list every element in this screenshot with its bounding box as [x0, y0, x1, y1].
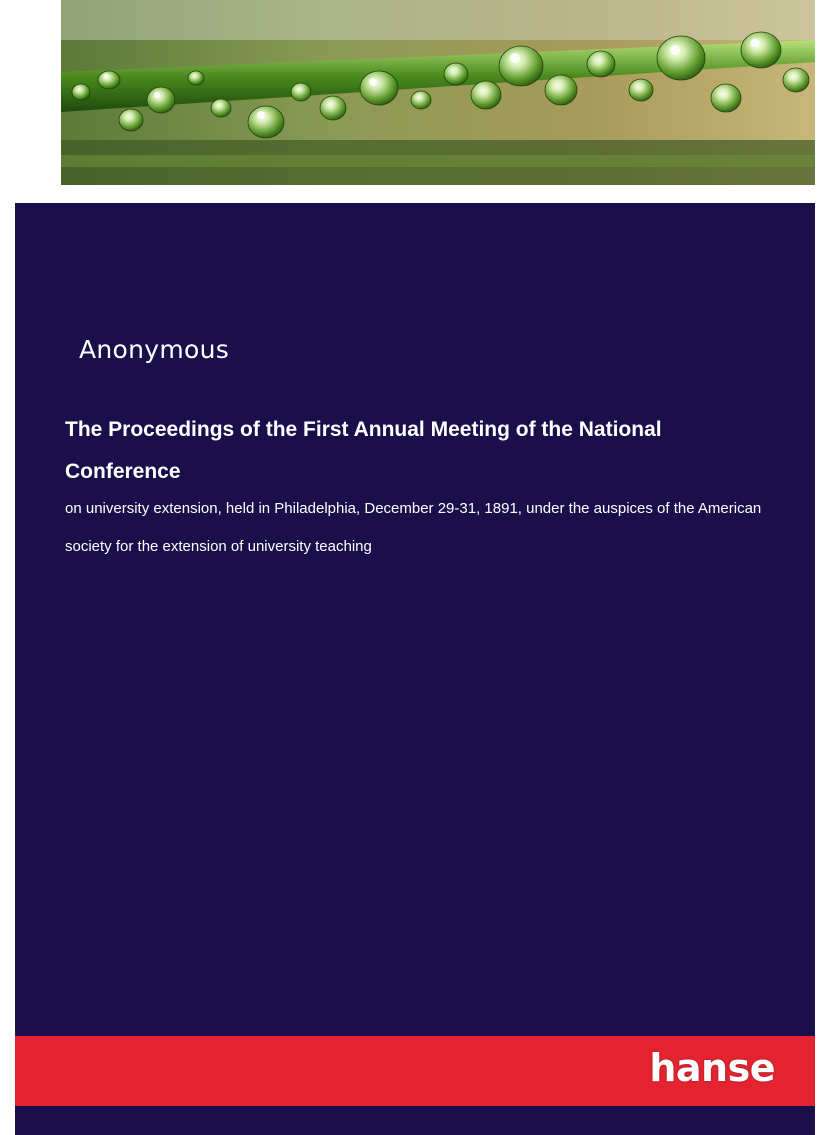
book-title: The Proceedings of the First Annual Meeting of the National Conference	[65, 418, 662, 483]
author-name: Anonymous	[79, 335, 230, 364]
publisher-band	[15, 1036, 815, 1106]
cover-photo-water-droplets-on-grass	[61, 0, 815, 185]
book-cover	[15, 203, 815, 1135]
publisher-logo: hanse	[649, 1046, 775, 1090]
book-subtitle: on university extension, held in Philadelphia, December 29-31, 1891, under the auspices of the American society for the extension of university teaching	[65, 500, 762, 555]
